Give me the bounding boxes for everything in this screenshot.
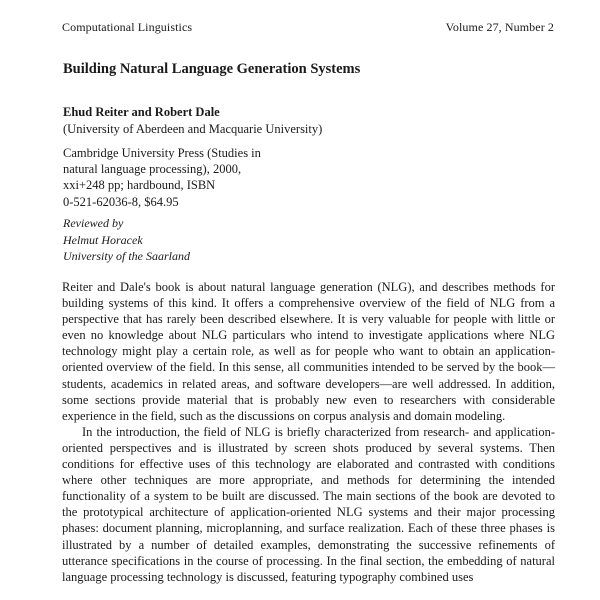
reviewer-affiliation: University of the Saarland <box>63 249 190 263</box>
reviewer-block <box>63 215 190 265</box>
review-title: Building Natural Language Generation Systems <box>63 61 361 77</box>
author-affiliation: (University of Aberdeen and Macquarie University) <box>63 122 323 136</box>
reviewer-name: Helmut Horacek <box>63 232 143 247</box>
running-head <box>62 20 554 35</box>
review-body <box>62 279 555 585</box>
volume-number: Volume 27, Number 2 <box>445 20 554 34</box>
publication-line: 0-521-62036-8, $64.95 <box>63 194 179 209</box>
reviewed-by-label: Reviewed by <box>63 216 124 230</box>
body-paragraph: In the introduction, the field of NLG is briefly characterized from research- and application-oriented perspectives and is illustrated by screen shots produced by several systems. Then conditions for effective uses of this technology are elaborated and contrasted with conditions where other techniques are more appropriate, and methods for determining the intended functionality of a system to be built are discussed. The main sections of the book are devoted to the prototypical architecture of application-oriented NLG systems and their major processing phases: document planning, microplanning, and surface realization. Each of these three phases is illustrated by a number of detailed examples, demonstrating the successive refinements of utterance specifications in the course of processing. In the final section, the embedding of natural language processing technology is discussed, featuring typography combined uses <box>62 424 555 584</box>
publication-line: xxi+248 pp; hardbound, ISBN <box>63 178 216 193</box>
publication-line: natural language processing), 2000, <box>63 162 242 177</box>
publication-details <box>63 145 261 210</box>
body-paragraph: Reiter and Dale's book is about natural language generation (NLG), and describes methods for building systems of this kind. It offers a comprehensive overview of the field of NLG from a perspective that has rarely been described elsewhere. It is very valuable for people with little or even no knowledge about NLG particulars who intend to investigate applications where NLG technology might play a certain role, as well as for people who want to obtain an application-oriented overview of the field. In this sense, all communities intended to be served by the book—students, academics in related areas, and software developers—are well addressed. In addition, some sections provide material that is probably new even to researchers with considerable experience in the field, such as the discussions on corpus analysis and domain modeling. <box>62 280 555 423</box>
book-authors <box>63 104 322 138</box>
publication-line: Cambridge University Press (Studies in <box>63 146 261 160</box>
author-names: Ehud Reiter and Robert Dale <box>63 105 220 119</box>
journal-name: Computational Linguistics <box>62 20 193 34</box>
